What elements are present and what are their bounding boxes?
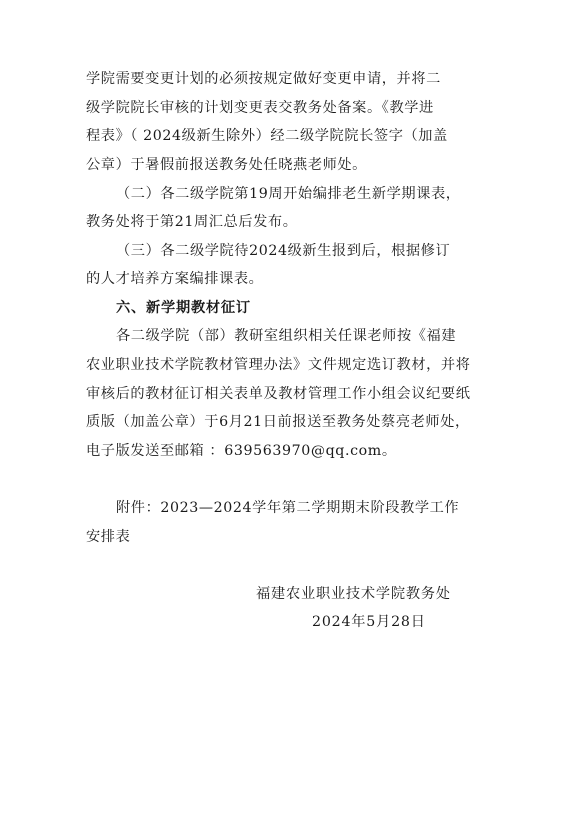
- email-line: 电子版发送至邮箱 ：639563970@qq.com。: [86, 443, 397, 459]
- paragraph-line: （二）各二级学院第19周开始编排老生新学期课表，: [116, 186, 461, 202]
- attachment-line: 安排表: [86, 529, 131, 545]
- paragraph-line: 各二级学院（部）教研室组织相关任课老师按《福建: [116, 328, 457, 344]
- paragraph-line: （三）各二级学院待2024级新生报到后，根据修订: [116, 243, 451, 259]
- paragraph-line: 学院需要变更计划的必须按规定做好变更申请，并将二: [86, 71, 441, 87]
- attachment-line: 附件：2023—2024学年第二学期期末阶段教学工作: [116, 500, 460, 516]
- paragraph-line: 教务处将于第21周汇总后发布。: [86, 214, 298, 230]
- signature-organization: 福建农业职业技术学院教务处: [256, 586, 451, 602]
- paragraph-line: 农业职业技术学院教材管理办法》文件规定选订教材，并将: [86, 357, 471, 373]
- paragraph-line: 程表》（ 2024级新生除外）经二级学院院长签字（加盖: [86, 128, 448, 144]
- section-heading: 六、新学期教材征订: [116, 300, 251, 316]
- signature-date: 2024年5月28日: [312, 614, 426, 630]
- paragraph-line: 公章）于暑假前报送教务处任晓燕老师处。: [86, 157, 367, 173]
- paragraph-line: 审核后的教材征订相关表单及教材管理工作小组会议纪要纸: [86, 386, 471, 402]
- paragraph-line: 级学院院长审核的计划变更表交教务处备案。《教学进: [86, 100, 434, 116]
- paragraph-line: 质版（加盖公章）于6月21日前报送至教务处蔡亮老师处，: [86, 414, 470, 430]
- paragraph-line: 的人才培养方案编排课表。: [86, 271, 264, 287]
